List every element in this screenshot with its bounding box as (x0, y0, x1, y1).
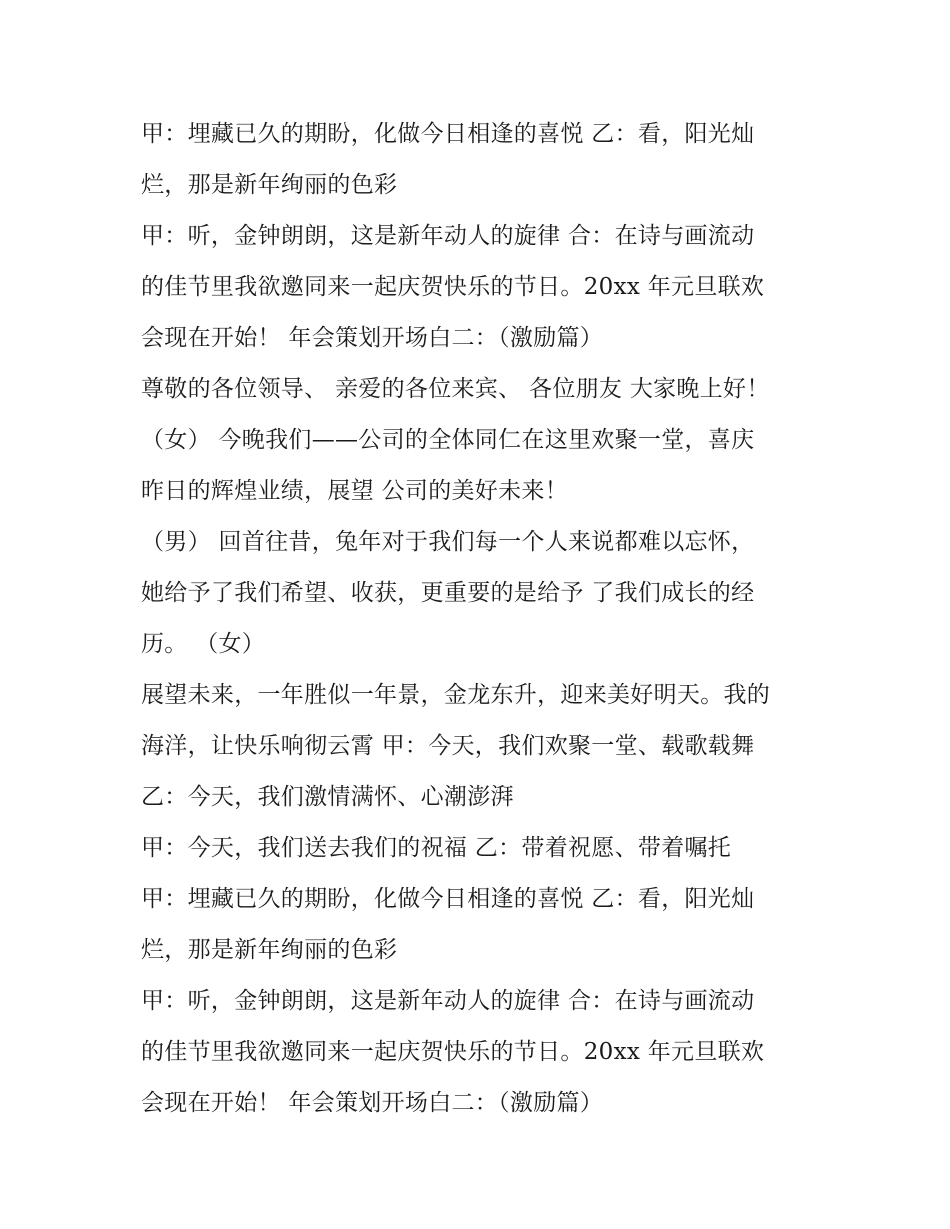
text-line-16: 甲：埋藏已久的期盼，化做今日相逢的喜悦 乙：看，阳光灿 (141, 886, 755, 912)
text-line-9: （男） 回首往昔，兔年对于我们每一个人来说都难以忘怀， (141, 529, 755, 555)
text-line-17: 烂，那是新年绚丽的色彩 (141, 937, 398, 963)
text-line-15: 甲：今天，我们送去我们的祝福 乙：带着祝愿、带着嘱托 (141, 835, 732, 861)
text-line-10: 她给予了我们希望、收获，更重要的是给予 了我们成长的经 (141, 580, 755, 606)
text-line-2: 烂，那是新年绚丽的色彩 (141, 172, 398, 198)
text-line-12: 展望未来，一年胜似一年景，金龙东升，迎来美好明天。我的 (141, 682, 771, 708)
text-line-8: 昨日的辉煌业绩，展望 公司的美好未来！ (141, 478, 569, 504)
text-line-6: 尊敬的各位领导、 亲爱的各位来宾、 各位朋友 大家晚上好！ (141, 376, 770, 402)
text-line-4: 的佳节里我欲邀同来一起庆贺快乐的节日。20xx 年元旦联欢 (141, 274, 765, 300)
text-line-13: 海洋，让快乐响彻云霄 甲：今天，我们欢聚一堂、载歌载舞 (141, 733, 755, 759)
text-line-19: 的佳节里我欲邀同来一起庆贺快乐的节日。20xx 年元旦联欢 (141, 1039, 765, 1065)
text-line-11: 历。 （女） (141, 631, 266, 657)
document-body (141, 109, 841, 1129)
text-line-20: 会现在开始！ 年会策划开场白二：（激励篇） (141, 1090, 604, 1116)
text-line-1: 甲：埋藏已久的期盼，化做今日相逢的喜悦 乙：看，阳光灿 (141, 121, 755, 147)
text-line-7: （女） 今晚我们——公司的全体同仁在这里欢聚一堂，喜庆 (141, 427, 755, 453)
text-line-3: 甲：听，金钟朗朗，这是新年动人的旋律 合：在诗与画流动 (141, 223, 755, 249)
text-line-5: 会现在开始！ 年会策划开场白二：（激励篇） (141, 325, 604, 351)
text-line-18: 甲：听，金钟朗朗，这是新年动人的旋律 合：在诗与画流动 (141, 988, 755, 1014)
text-line-14: 乙：今天，我们激情满怀、心潮澎湃 (141, 784, 514, 810)
